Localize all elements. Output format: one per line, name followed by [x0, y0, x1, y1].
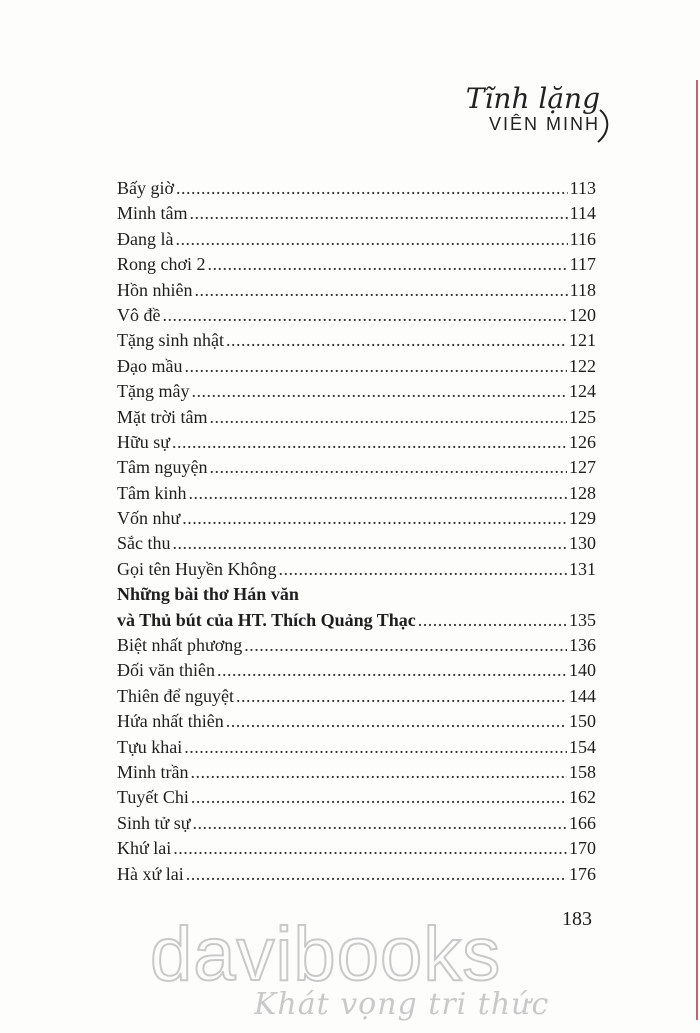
- toc-entry-page: 116: [569, 228, 596, 249]
- toc-entry[interactable]: [117, 557, 596, 582]
- toc-entry-title: Minh trần: [117, 761, 189, 782]
- watermark-tagline: Khát vọng tri thức: [254, 987, 550, 1022]
- leader-dots: [217, 658, 567, 683]
- toc-entry-page: 162: [569, 787, 596, 808]
- leader-dots: [191, 379, 567, 404]
- toc-entry-page: 117: [569, 254, 596, 275]
- toc-entry-title: và Thủ bút của HT. Thích Quảng Thạc: [117, 609, 416, 630]
- toc-entry[interactable]: [117, 354, 596, 379]
- toc-entry-page: 124: [569, 381, 596, 402]
- toc-entry-page: 144: [569, 685, 596, 706]
- toc-entry-title: Sinh tử sự: [117, 812, 191, 833]
- toc-entry-page: 136: [569, 635, 596, 656]
- toc-entry[interactable]: [117, 811, 596, 836]
- toc-section-entry[interactable]: [117, 608, 596, 633]
- toc-entry-page: 113: [569, 178, 596, 198]
- toc-entry-title: Hứa nhất thiên: [117, 711, 224, 732]
- toc-entry[interactable]: [117, 785, 596, 810]
- leader-dots: [226, 328, 567, 353]
- toc-entry-page: 176: [569, 863, 596, 884]
- toc-entry-title: Đạo mầu: [117, 355, 183, 376]
- leader-dots: [186, 862, 567, 887]
- leader-dots: [190, 201, 568, 226]
- toc-entry-title: Tâm nguyện: [117, 457, 208, 478]
- toc-entry-page: 150: [569, 711, 596, 732]
- toc-entry-title: Tặng sinh nhật: [117, 330, 224, 351]
- toc-entry[interactable]: [117, 633, 596, 658]
- toc-entry-page: 122: [569, 355, 596, 376]
- toc-entry-title: Thiên để nguyệt: [117, 685, 234, 706]
- toc-entry[interactable]: [117, 862, 596, 887]
- author-name: VIÊN MINH: [488, 114, 600, 134]
- toc-entry-title: Tặng mây: [117, 381, 190, 402]
- toc-entry-page: 125: [569, 406, 596, 427]
- leader-dots: [189, 481, 568, 506]
- toc-entry[interactable]: [117, 430, 596, 455]
- leader-dots: [184, 735, 567, 760]
- leader-dots: [173, 531, 568, 556]
- toc-entry-page: 166: [569, 812, 596, 833]
- leader-dots: [193, 811, 567, 836]
- toc-entry-title: Minh tâm: [117, 203, 188, 224]
- toc-entry-title: Đang là: [117, 228, 174, 249]
- toc-entry-page: 114: [569, 203, 596, 224]
- toc-entry[interactable]: [117, 328, 596, 353]
- toc-entry-title: Biệt nhất phương: [117, 635, 243, 656]
- toc-entry[interactable]: [117, 455, 596, 480]
- leader-dots: [175, 227, 567, 252]
- toc-entry-page: 118: [569, 279, 596, 300]
- toc-entry[interactable]: [117, 684, 596, 709]
- toc-section-heading: Những bài thơ Hán văn: [117, 584, 299, 605]
- running-header: [466, 84, 600, 135]
- toc-entry[interactable]: [117, 227, 596, 252]
- leader-dots: [173, 836, 567, 861]
- toc-entry[interactable]: [117, 201, 596, 226]
- toc-entry[interactable]: [117, 379, 596, 404]
- toc-entry-title: Hữu sự: [117, 431, 171, 452]
- leader-dots: [176, 176, 568, 201]
- toc-entry-title: Hà xứ lai: [117, 863, 184, 884]
- toc-entry[interactable]: [117, 658, 596, 683]
- toc-entry[interactable]: [117, 735, 596, 760]
- toc-entry[interactable]: [117, 531, 596, 556]
- toc-entry-title: Vô đề: [117, 304, 161, 325]
- book-title-script: Tĩnh lặng: [465, 82, 600, 115]
- toc-entry-page: 154: [569, 736, 596, 757]
- toc-entry-page: 135: [569, 609, 596, 630]
- toc-entry-page: 127: [569, 457, 596, 478]
- toc-entry-page: 126: [569, 431, 596, 452]
- page-edge-line: [696, 80, 698, 1020]
- toc-entry-title: Sắc thu: [117, 533, 171, 554]
- toc-entry-title: Hồn nhiên: [117, 279, 193, 300]
- toc-entry-title: Tựu khai: [117, 736, 183, 757]
- leader-dots: [418, 608, 567, 633]
- leader-dots: [208, 252, 568, 277]
- toc-entry[interactable]: [117, 405, 596, 430]
- toc-entry-page: 129: [569, 508, 596, 529]
- toc-entry[interactable]: [117, 176, 596, 201]
- page-number: 183: [562, 908, 592, 930]
- toc-entry-title: Khứ lai: [117, 838, 172, 859]
- toc-entry-page: 130: [569, 533, 596, 554]
- toc-entry[interactable]: [117, 252, 596, 277]
- toc-entry[interactable]: [117, 303, 596, 328]
- toc-entry-title: Tuyết Chi: [117, 787, 189, 808]
- leader-dots: [191, 785, 567, 810]
- watermark-brand: davibooks: [150, 912, 502, 997]
- leader-dots: [226, 709, 567, 734]
- toc-entry-page: 131: [569, 558, 596, 579]
- toc-entry-title: Tâm kinh: [117, 482, 187, 503]
- toc-entry-title: Mặt trời tâm: [117, 406, 208, 427]
- toc-entry-title: Đối văn thiên: [117, 660, 215, 681]
- toc-entry[interactable]: [117, 836, 596, 861]
- toc-entry-page: 121: [569, 330, 596, 351]
- leader-dots: [209, 455, 567, 480]
- toc-entry[interactable]: [117, 709, 596, 734]
- table-of-contents: [117, 176, 596, 887]
- toc-entry-title: Gọi tên Huyền Không: [117, 558, 277, 579]
- leader-dots: [278, 557, 567, 582]
- toc-entry[interactable]: [117, 278, 596, 303]
- leader-dots: [236, 684, 567, 709]
- toc-entry-page: 140: [569, 660, 596, 681]
- leader-dots: [210, 405, 567, 430]
- leader-dots: [195, 278, 568, 303]
- toc-entry-page: 158: [569, 761, 596, 782]
- toc-entry-page: 128: [569, 482, 596, 503]
- toc-entry[interactable]: [117, 506, 596, 531]
- leader-dots: [184, 354, 567, 379]
- leader-dots: [182, 506, 567, 531]
- toc-entry[interactable]: [117, 760, 596, 785]
- watermark: [150, 912, 570, 1022]
- toc-top-list: [117, 176, 596, 582]
- leader-dots: [172, 430, 567, 455]
- swash-ornament: [596, 108, 612, 144]
- toc-entry-page: 170: [569, 838, 596, 859]
- leader-dots: [163, 303, 568, 328]
- toc-bottom-list: [117, 633, 596, 887]
- leader-dots: [244, 633, 567, 658]
- toc-entry-title: Bấy giờ: [117, 178, 175, 198]
- toc-entry[interactable]: [117, 481, 596, 506]
- toc-entry-title: Rong chơi 2: [117, 254, 206, 275]
- toc-entry-page: 120: [569, 304, 596, 325]
- leader-dots: [191, 760, 568, 785]
- toc-entry-title: Vốn như: [117, 508, 181, 529]
